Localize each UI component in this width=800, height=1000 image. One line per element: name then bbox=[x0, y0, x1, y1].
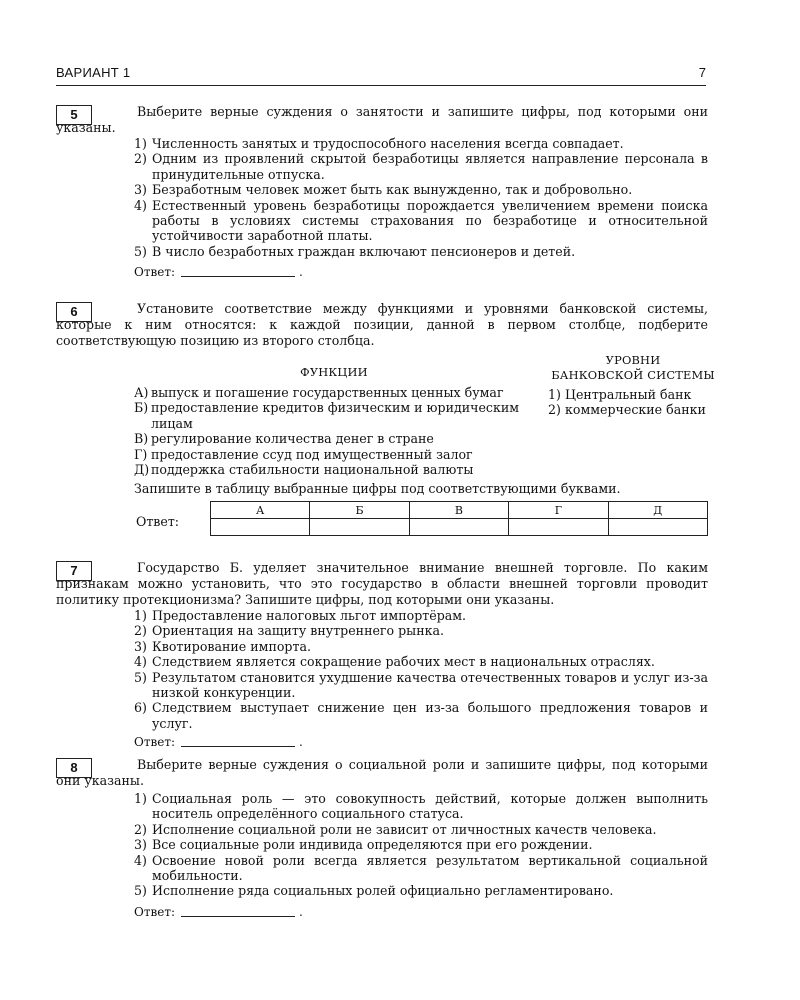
option-text: Освоение новой роли всегда является результатом вертикальной социальной мобильности. bbox=[152, 852, 708, 884]
functions-list bbox=[134, 385, 534, 477]
levels-heading-line-2: БАНКОВСКОЙ СИСТЕМЫ bbox=[551, 368, 715, 382]
functions-heading: ФУНКЦИИ bbox=[300, 365, 368, 379]
function-item bbox=[134, 431, 534, 446]
option-number: 5) bbox=[134, 669, 147, 685]
option-number: 3) bbox=[134, 182, 147, 198]
function-letter: А) bbox=[134, 385, 149, 400]
options-list bbox=[56, 608, 708, 731]
answer-table-header: А bbox=[211, 502, 310, 519]
option-item bbox=[134, 883, 708, 898]
option-item bbox=[134, 244, 708, 259]
answer-label: Ответ: bbox=[134, 265, 176, 280]
level-text: Центральный банк bbox=[565, 387, 692, 402]
functions-column bbox=[134, 353, 534, 477]
function-text: предоставление кредитов физическим и юридическим лицам bbox=[151, 400, 520, 431]
task-number-box: 5 bbox=[56, 105, 92, 125]
answer-table-header-row bbox=[211, 502, 708, 519]
option-item bbox=[134, 837, 708, 852]
function-item bbox=[134, 385, 534, 400]
option-text: Предоставление налоговых льгот импортёрам. bbox=[152, 608, 467, 623]
option-number: 6) bbox=[134, 700, 147, 716]
levels-list bbox=[548, 387, 718, 418]
option-text: Исполнение ряда социальных ролей официально регламентировано. bbox=[152, 883, 614, 899]
option-number: 4) bbox=[134, 654, 147, 670]
option-text: Естественный уровень безработицы порождается увеличением времени поиска работы в условиях системы страхования по безработице и относительной устойчивости заработной платы. bbox=[152, 197, 708, 244]
answer-table-header: В bbox=[409, 502, 508, 519]
option-item bbox=[134, 853, 708, 884]
option-item bbox=[134, 608, 708, 623]
option-item bbox=[134, 151, 708, 182]
task-prompt: Установите соответствие между функциями и уровнями банковской системы, которые к ним относятся: к каждой позиции, данной в первом столбце, подберите соответствующую позицию из второго столбца. bbox=[56, 301, 708, 348]
options-list bbox=[56, 791, 708, 899]
option-text: Безработным человек может быть как вынужденно, так и добровольно. bbox=[152, 182, 633, 198]
options-list bbox=[56, 136, 708, 259]
levels-column bbox=[548, 353, 718, 418]
answer-label: Ответ: bbox=[134, 904, 176, 919]
function-text: выпуск и погашение государственных ценных бумаг bbox=[151, 385, 504, 400]
option-text: Ориентация на защиту внутреннего рынка. bbox=[152, 623, 444, 639]
option-number: 2) bbox=[134, 151, 147, 167]
answer-input-line[interactable] bbox=[181, 746, 295, 747]
answer-row: Ответ: . bbox=[134, 265, 303, 280]
option-text: Квотирование импорта. bbox=[152, 638, 311, 654]
function-item bbox=[134, 447, 534, 462]
level-number: 2) bbox=[548, 402, 561, 418]
function-item bbox=[134, 462, 534, 477]
option-number: 1) bbox=[134, 608, 147, 623]
option-text: Следствием является сокращение рабочих мест в национальных отраслях. bbox=[152, 654, 655, 670]
task-6 bbox=[56, 301, 715, 545]
option-item bbox=[134, 623, 708, 638]
answer-label: Ответ: bbox=[134, 735, 176, 750]
option-item bbox=[134, 791, 708, 822]
table-instruction: Запишите в таблицу выбранные цифры под соответствующими буквами. bbox=[134, 481, 621, 496]
answer-table-input-row bbox=[211, 519, 708, 536]
option-item bbox=[134, 700, 708, 731]
answer-table-header: Д bbox=[608, 502, 707, 519]
answer-cell-g[interactable] bbox=[509, 519, 608, 536]
level-text: коммерческие банки bbox=[565, 402, 706, 418]
option-text: Результатом становится ухудшение качества отечественных товаров и услуг из-за низкой конкуренции. bbox=[152, 669, 708, 701]
function-text: поддержка стабильности национальной валюты bbox=[151, 462, 474, 478]
matching-columns bbox=[56, 353, 715, 481]
option-item bbox=[134, 654, 708, 669]
level-number: 1) bbox=[548, 387, 561, 402]
level-item bbox=[548, 387, 718, 402]
option-number: 1) bbox=[134, 791, 147, 806]
variant-title: ВАРИАНТ 1 bbox=[56, 65, 131, 80]
task-8 bbox=[56, 757, 708, 920]
option-item bbox=[134, 670, 708, 701]
levels-heading bbox=[548, 353, 718, 383]
option-number: 3) bbox=[134, 638, 147, 654]
option-number: 4) bbox=[134, 852, 147, 868]
option-number: 1) bbox=[134, 136, 147, 151]
option-item bbox=[134, 182, 708, 197]
answer-input-line[interactable] bbox=[181, 276, 295, 277]
function-letter: Г) bbox=[134, 446, 148, 462]
answer-table-header: Г bbox=[509, 502, 608, 519]
answer-label: Ответ: bbox=[136, 514, 180, 529]
task-number-box: 7 bbox=[56, 561, 92, 581]
option-text: Одним из проявлений скрытой безработицы является направление персонала в принудительные отпуска. bbox=[152, 151, 708, 182]
task-5 bbox=[56, 104, 708, 280]
answer-row: Ответ: . bbox=[134, 735, 303, 750]
task-prompt: Выберите верные суждения о социальной роли и запишите цифры, под которыми они указаны. bbox=[56, 757, 708, 788]
function-text: предоставление ссуд под имущественный залог bbox=[151, 446, 473, 462]
page-header bbox=[56, 63, 706, 86]
option-number: 5) bbox=[134, 883, 147, 899]
answer-cell-b[interactable] bbox=[310, 519, 409, 536]
option-number: 4) bbox=[134, 197, 147, 213]
task-prompt: Выберите верные суждения о занятости и запишите цифры, под которыми они указаны. bbox=[56, 104, 708, 135]
answer-cell-v[interactable] bbox=[409, 519, 508, 536]
option-number: 2) bbox=[134, 623, 147, 639]
answer-row: Ответ: . bbox=[134, 904, 303, 919]
option-item bbox=[134, 198, 708, 244]
levels-heading-line-1: УРОВНИ bbox=[605, 353, 661, 367]
option-item bbox=[134, 639, 708, 654]
level-item bbox=[548, 402, 718, 417]
function-item bbox=[134, 400, 534, 431]
answer-table bbox=[210, 501, 708, 536]
answer-table-header: Б bbox=[310, 502, 409, 519]
option-text: Социальная роль — это совокупность действий, которые должен выполнить носитель определённого социального статуса. bbox=[152, 791, 708, 822]
option-number: 5) bbox=[134, 243, 147, 259]
option-number: 2) bbox=[134, 821, 147, 837]
answer-table-block bbox=[56, 501, 708, 545]
option-text: Все социальные роли индивида определяются при его рождении. bbox=[152, 837, 593, 853]
answer-cell-d[interactable] bbox=[608, 519, 707, 536]
option-text: Исполнение социальной роли не зависит от личностных качеств человека. bbox=[152, 821, 657, 837]
function-letter: В) bbox=[134, 431, 149, 447]
task-7 bbox=[56, 560, 708, 750]
task-number-box: 6 bbox=[56, 302, 92, 322]
task-number-box: 8 bbox=[56, 758, 92, 778]
task-prompt: Государство Б. уделяет значительное внимание внешней торговле. По каким признакам можно установить, что это государство в области внешней торговли проводит политику протекционизма? Запишите цифры, под которыми они указаны. bbox=[56, 560, 708, 607]
page-number: 7 bbox=[698, 65, 706, 80]
option-item bbox=[134, 136, 708, 151]
option-text: Численность занятых и трудоспособного населения всегда совпадает. bbox=[152, 136, 624, 151]
function-letter: Б) bbox=[134, 400, 149, 416]
option-item bbox=[134, 822, 708, 837]
option-text: Следствием выступает снижение цен из-за большого предложения товаров и услуг. bbox=[152, 700, 708, 731]
function-letter: Д) bbox=[134, 462, 150, 478]
function-text: регулирование количества денег в стране bbox=[151, 431, 434, 447]
option-number: 3) bbox=[134, 837, 147, 853]
answer-input-line[interactable] bbox=[181, 916, 295, 917]
answer-cell-a[interactable] bbox=[211, 519, 310, 536]
option-text: В число безработных граждан включают пенсионеров и детей. bbox=[152, 243, 576, 259]
